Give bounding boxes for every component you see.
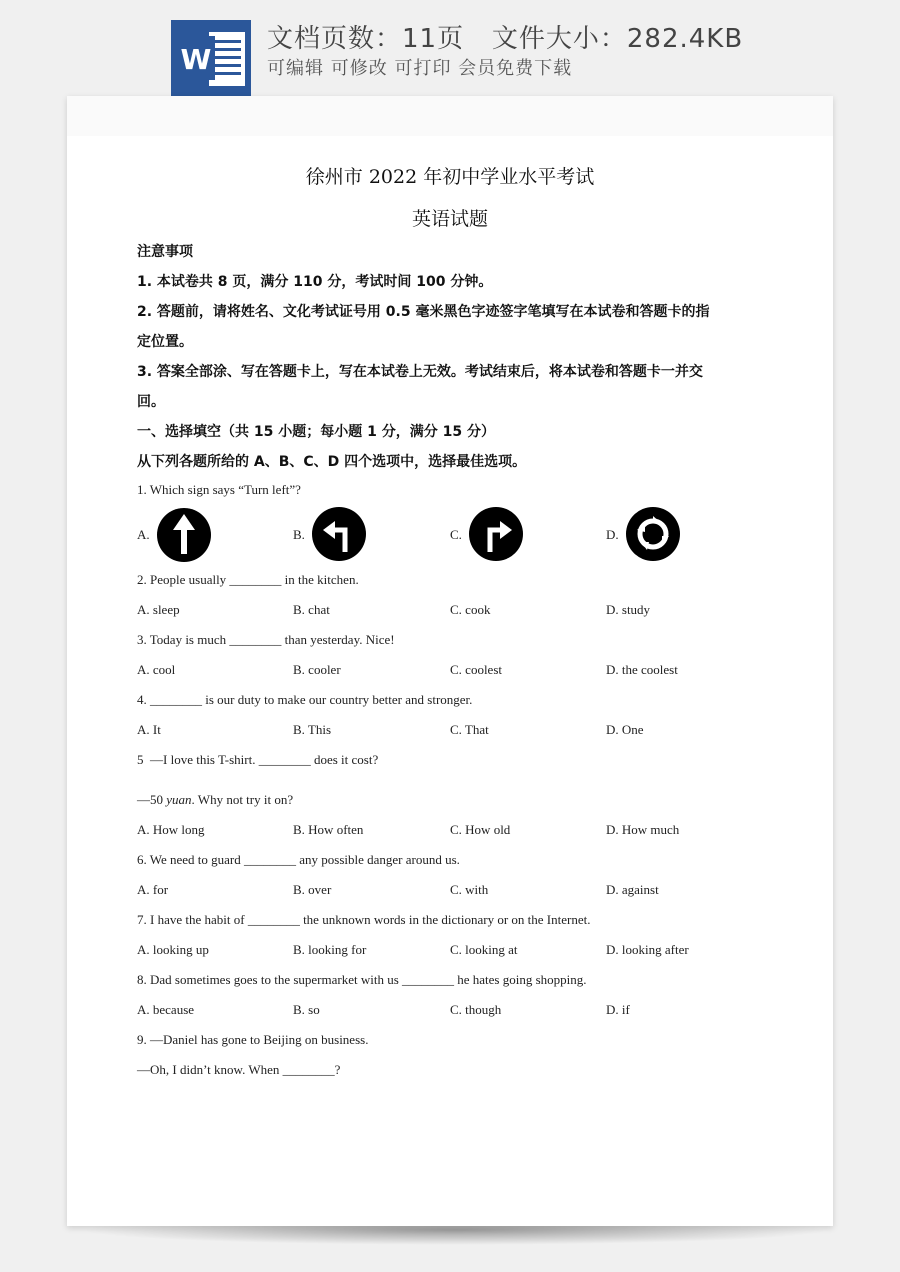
exam-title: 徐州市 2022 年初中学业水平考试 [305,166,595,188]
option-c: C. How old [450,822,511,837]
option-b: B. chat [293,602,330,617]
option-a: A. How long [137,822,205,837]
option-a: A. for [137,882,169,897]
question-stem: 7. I have the habit of ________ the unknown words in the dictionary or on the Internet. [137,912,591,927]
turn-left-sign-icon [311,506,367,562]
option-c: C. coolest [450,662,502,677]
question-stem: 5 —I love this T-shirt. ________ does it cost? [137,752,379,767]
question-reply: —50 yuan. Why not try it on? [137,792,294,807]
option-a: A. cool [137,662,176,677]
question-stem: 3. Today is much ________ than yesterday. Nice! [137,632,395,647]
straight-arrow-sign-icon [155,506,213,564]
option-d: D. if [606,1002,630,1017]
option-label: D. [606,527,619,542]
exam-subtitle: 英语试题 [411,208,488,230]
notice-line: 3. 答案全部涂、写在答题卡上，写在本试卷上无效。考试结束后，将本试卷和答题卡一并交 [137,364,703,380]
question-stem: 8. Dad sometimes goes to the supermarket with us ________ he hates going shopping. [137,972,587,987]
option-a: A. looking up [137,942,209,957]
option-c: C. That [450,722,489,737]
word-document-icon [171,20,251,96]
option-b: B. How often [293,822,364,837]
file-info-title: 文档页数：11页 文件大小：282.4KB [267,24,744,54]
option-b: B. cooler [293,662,341,677]
question-stem: 4. ________ is our duty to make our country better and stronger. [137,692,473,707]
question-reply: —Oh, I didn’t know. When ________? [137,1062,341,1077]
option-b: B. over [293,882,332,897]
option-c: C. looking at [450,942,518,957]
option-c: C. though [450,1002,502,1017]
option-c: C. cook [450,602,491,617]
option-b: B. looking for [293,942,367,957]
file-features-subtitle: 可编辑 可修改 可打印 会员免费下载 [267,58,573,79]
turn-right-sign-icon [468,506,524,562]
option-b: B. so [293,1002,320,1017]
option-c: C. with [450,882,489,897]
option-d: D. One [606,722,644,737]
question-stem: 1. Which sign says “Turn left”? [137,482,301,497]
notice-line: 2. 答题前，请将姓名、文化考试证号用 0.5 毫米黑色字迹签字笔填写在本试卷和答题卡的指 [137,304,710,320]
roundabout-sign-icon [625,506,681,562]
notice-line: 回。 [137,394,165,410]
option-d: D. against [606,882,659,897]
option-d: D. the coolest [606,662,678,677]
option-d: D. How much [606,822,680,837]
notice-line: 定位置。 [137,334,193,350]
option-label: B. [293,527,305,542]
option-label: C. [450,527,462,542]
question-stem: 9. —Daniel has gone to Beijing on business. [137,1032,369,1047]
option-a: A. sleep [137,602,180,617]
download-banner [0,0,900,96]
option-d: D. looking after [606,942,689,957]
question-stem: 6. We need to guard ________ any possible danger around us. [137,852,460,867]
section-instruction: 从下列各题所给的 A、B、C、D 四个选项中，选择最佳选项。 [137,454,527,470]
option-d: D. study [606,602,651,617]
document-page [67,96,833,1226]
question-stem: 2. People usually ________ in the kitchen. [137,572,359,587]
option-a: A. because [137,1002,195,1017]
page-top-band [67,96,833,136]
section-heading: 一、选择填空（共 15 小题；每小题 1 分，满分 15 分） [137,424,495,440]
option-a: A. It [137,722,161,737]
notice-heading: 注意事项 [137,244,193,260]
notice-line: 1. 本试卷共 8 页，满分 110 分，考试时间 100 分钟。 [137,274,493,290]
svg-text:W: W [180,43,212,76]
option-b: B. This [293,722,332,737]
option-label: A. [137,527,150,542]
